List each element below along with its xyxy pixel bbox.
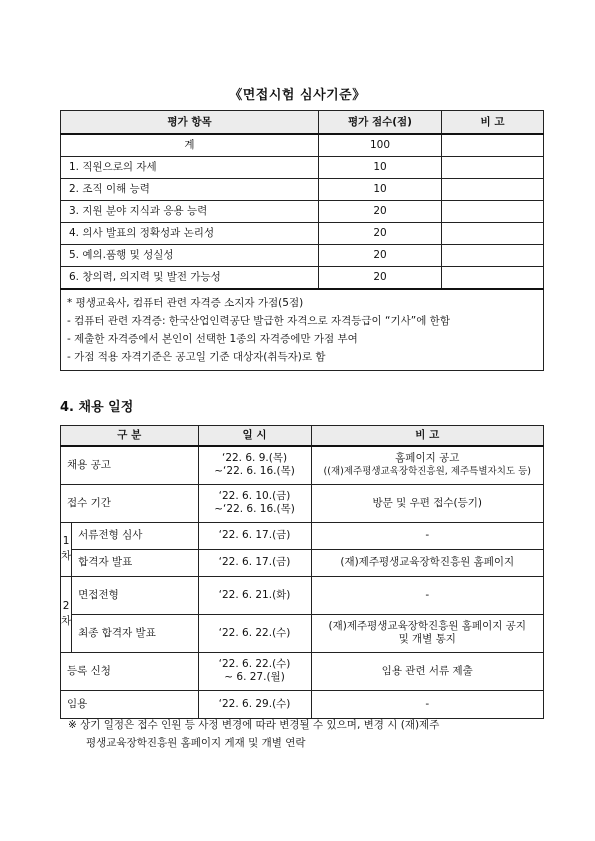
item-label: 4. 의사 발표의 정확성과 논리성 xyxy=(61,223,319,245)
row-note xyxy=(311,614,543,652)
date-line: ‘22. 6. 22.(수) xyxy=(218,658,291,670)
header-note: 비 고 xyxy=(442,111,544,135)
table-row xyxy=(61,179,544,201)
row-label: 합격자 발표 xyxy=(72,549,198,576)
row-note: - xyxy=(311,690,543,718)
criteria-table xyxy=(60,110,544,371)
row-label: 임용 xyxy=(61,690,199,718)
criteria-header-row xyxy=(61,111,544,135)
item-score: 20 xyxy=(319,267,442,290)
row-date: ‘22. 6. 22.(수) xyxy=(198,614,311,652)
table-row xyxy=(61,576,544,614)
note-cell xyxy=(442,134,544,157)
row-date: ‘22. 6. 29.(수) xyxy=(198,690,311,718)
date-line: ~ 6. 27.(월) xyxy=(224,671,285,683)
table-row xyxy=(61,245,544,267)
stage-label: 2 차 xyxy=(61,576,72,652)
table-row xyxy=(61,690,544,718)
row-label: 등록 신청 xyxy=(61,652,199,690)
note-cell xyxy=(442,179,544,201)
footnote-line: ※ 상기 일정은 접수 인원 등 사정 변경에 따라 변경될 수 있으며, 변경 시 (재)제주 xyxy=(68,719,440,731)
row-label: 면접전형 xyxy=(72,576,198,614)
schedule-table xyxy=(60,425,544,719)
footnote xyxy=(68,716,546,752)
table-row xyxy=(61,267,544,290)
row-date: ‘22. 6. 21.(화) xyxy=(198,576,311,614)
criteria-title: 《면접시험 심사기준》 xyxy=(229,88,366,103)
header-score: 평가 점수(점) xyxy=(319,111,442,135)
table-row xyxy=(61,134,544,157)
item-score: 20 xyxy=(319,245,442,267)
row-note: 방문 및 우편 접수(등기) xyxy=(311,484,543,522)
schedule-header-row xyxy=(61,426,544,447)
note-cell xyxy=(442,223,544,245)
header-category: 구 분 xyxy=(61,426,199,447)
table-row xyxy=(61,549,544,576)
note-line: 및 개별 통지 xyxy=(398,633,456,645)
item-score: 20 xyxy=(319,223,442,245)
note-line: - 제출한 자격증에서 본인이 선택한 1종의 자격증에만 가점 부여 xyxy=(67,333,358,345)
stage-label: 1 차 xyxy=(61,522,72,576)
row-label: 최종 합격자 발표 xyxy=(72,614,198,652)
notes-cell xyxy=(61,289,544,371)
row-note: 임용 관련 서류 제출 xyxy=(311,652,543,690)
note-line: - 컴퓨터 관련 자격증: 한국산업인력공단 발급한 자격으로 자격등급이 “기사”에 한함 xyxy=(67,315,450,327)
row-date xyxy=(198,446,311,484)
note-line: * 평생교육사, 컴퓨터 관련 자격증 소지자 가점(5점) xyxy=(67,297,304,309)
note-cell xyxy=(442,245,544,267)
note-cell xyxy=(442,201,544,223)
note-line: ((재)제주평생교육장학진흥원, 제주특별자치도 등) xyxy=(323,466,531,478)
note-line: 홈페이지 공고 xyxy=(395,452,460,465)
header-note: 비 고 xyxy=(311,426,543,447)
item-score: 20 xyxy=(319,201,442,223)
row-label: 접수 기간 xyxy=(61,484,199,522)
row-date: ‘22. 6. 17.(금) xyxy=(198,522,311,549)
note-line: (재)제주평생교육장학진흥원 홈페이지 공지 xyxy=(328,620,526,632)
table-row xyxy=(61,484,544,522)
row-note: - xyxy=(311,522,543,549)
item-label: 3. 지원 분야 지식과 응용 능력 xyxy=(61,201,319,223)
item-label: 5. 예의.품행 및 성실성 xyxy=(61,245,319,267)
row-note xyxy=(311,446,543,484)
table-row xyxy=(61,223,544,245)
row-date xyxy=(198,652,311,690)
footnote-line: 평생교육장학진흥원 홈페이지 게재 및 개별 연락 xyxy=(86,737,306,749)
notes-row xyxy=(61,289,544,371)
header-date: 일 시 xyxy=(198,426,311,447)
table-row xyxy=(61,522,544,549)
date-line: ‘22. 6. 9.(목) xyxy=(221,452,288,465)
date-line: ~‘22. 6. 16.(목) xyxy=(214,503,295,515)
table-row xyxy=(61,652,544,690)
row-date: ‘22. 6. 17.(금) xyxy=(198,549,311,576)
header-item: 평가 항목 xyxy=(61,111,319,135)
section-title: 4. 채용 일정 xyxy=(60,400,134,415)
row-date xyxy=(198,484,311,522)
total-score: 100 xyxy=(319,134,442,157)
item-score: 10 xyxy=(319,157,442,179)
date-line: ~‘22. 6. 16.(목) xyxy=(214,465,295,478)
total-label: 계 xyxy=(61,134,319,157)
row-note: (재)제주평생교육장학진흥원 홈페이지 xyxy=(311,549,543,576)
row-label: 채용 공고 xyxy=(61,446,199,484)
table-row xyxy=(61,446,544,484)
item-label: 1. 직원으로의 자세 xyxy=(61,157,319,179)
table-row xyxy=(61,614,544,652)
note-line: - 가점 적용 자격기준은 공고일 기준 대상자(취득자)로 함 xyxy=(67,351,326,363)
date-line: ‘22. 6. 10.(금) xyxy=(218,490,291,502)
item-label: 2. 조직 이해 능력 xyxy=(61,179,319,201)
item-label: 6. 창의력, 의지력 및 발전 가능성 xyxy=(61,267,319,290)
item-score: 10 xyxy=(319,179,442,201)
note-cell xyxy=(442,267,544,290)
row-label: 서류전형 심사 xyxy=(72,522,198,549)
note-cell xyxy=(442,157,544,179)
table-row xyxy=(61,201,544,223)
table-row xyxy=(61,157,544,179)
row-note: - xyxy=(311,576,543,614)
